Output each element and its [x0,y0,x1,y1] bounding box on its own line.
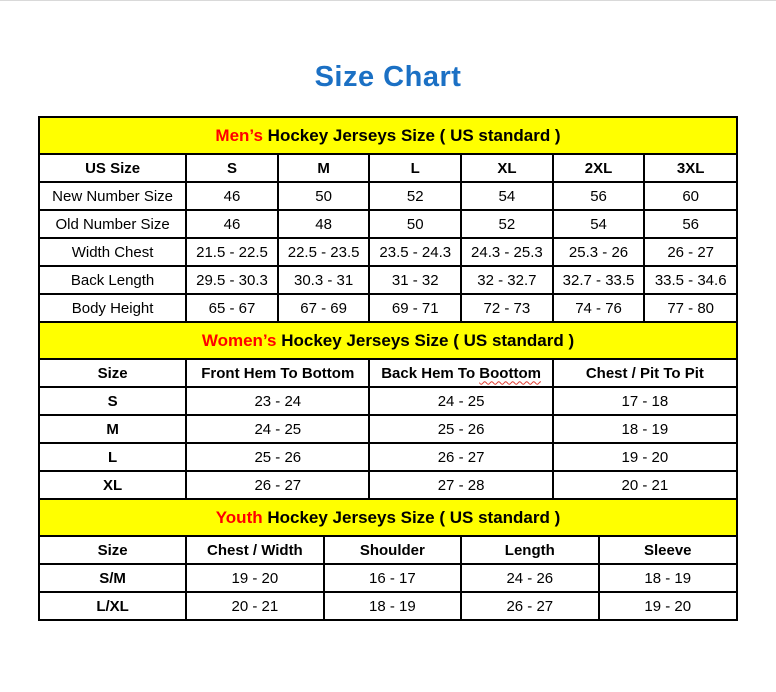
size-value-cell: 54 [461,182,553,210]
size-value-cell: 29.5 - 30.3 [186,266,278,294]
size-value-cell: 46 [186,210,278,238]
mens-size-table [40,155,736,321]
size-value-cell: 74 - 76 [553,294,645,321]
size-value-cell: 56 [553,182,645,210]
row-label: S/M [40,564,186,592]
column-header [369,360,552,387]
column-header: L [369,155,461,182]
size-value-cell: 24 - 26 [461,564,598,592]
size-value-cell: 60 [644,182,736,210]
size-value-cell: 17 - 18 [553,387,736,415]
size-value-cell: 19 - 20 [553,443,736,471]
column-header: Size [40,537,186,564]
size-value-cell: 52 [369,182,461,210]
row-label: M [40,415,186,443]
section-heading-mens [40,118,736,155]
womens-heading-text: Hockey Jerseys Size ( US standard ) [276,331,575,350]
table-row [40,415,736,443]
size-value-cell: 65 - 67 [186,294,278,321]
size-value-cell: 26 - 27 [644,238,736,266]
row-label: Back Length [40,266,186,294]
size-value-cell: 77 - 80 [644,294,736,321]
size-value-cell: 19 - 20 [186,564,323,592]
mens-highlight: Men’s [215,126,263,145]
size-value-cell: 27 - 28 [369,471,552,498]
size-value-cell: 26 - 27 [461,592,598,619]
size-value-cell: 25 - 26 [186,443,369,471]
table-row [40,387,736,415]
size-value-cell: 19 - 20 [599,592,736,619]
row-label: Old Number Size [40,210,186,238]
row-label: L/XL [40,592,186,619]
size-value-cell: 46 [186,182,278,210]
column-header: Chest / Pit To Pit [553,360,736,387]
row-label: Body Height [40,294,186,321]
size-value-cell: 50 [369,210,461,238]
size-value-cell: 18 - 19 [553,415,736,443]
column-header: Sleeve [599,537,736,564]
page-title: Size Chart [314,61,462,93]
section-heading-youth [40,498,736,537]
size-value-cell: 20 - 21 [553,471,736,498]
size-value-cell: 26 - 27 [369,443,552,471]
row-label: XL [40,471,186,498]
table-row [40,443,736,471]
row-label: New Number Size [40,182,186,210]
table-row [40,471,736,498]
table-row [40,294,736,321]
back-hem-prefix: Back Hem To [381,364,480,382]
size-value-cell: 72 - 73 [461,294,553,321]
column-header: Front Hem To Bottom [186,360,369,387]
table-row [40,238,736,266]
size-value-cell: 56 [644,210,736,238]
size-value-cell: 32.7 - 33.5 [553,266,645,294]
size-value-cell: 50 [278,182,370,210]
size-value-cell: 69 - 71 [369,294,461,321]
table-row [40,182,736,210]
table-row [40,210,736,238]
size-value-cell: 52 [461,210,553,238]
youth-highlight: Youth [215,508,263,527]
size-value-cell: 23 - 24 [186,387,369,415]
youth-heading-text: Hockey Jerseys Size ( US standard ) [262,508,561,527]
womens-highlight: Women’s [201,331,277,350]
row-label: Width Chest [40,238,186,266]
misspelled-word: Boottom [479,364,541,382]
row-label: S [40,387,186,415]
womens-size-table [40,360,736,498]
size-value-cell: 25 - 26 [369,415,552,443]
size-value-cell: 32 - 32.7 [461,266,553,294]
column-header: Length [461,537,598,564]
size-value-cell: 48 [278,210,370,238]
size-value-cell: 22.5 - 23.5 [278,238,370,266]
size-value-cell: 18 - 19 [599,564,736,592]
section-heading-womens [40,321,736,360]
column-header: Size [40,360,186,387]
column-header: Chest / Width [186,537,323,564]
size-value-cell: 21.5 - 22.5 [186,238,278,266]
size-value-cell: 33.5 - 34.6 [644,266,736,294]
size-value-cell: 31 - 32 [369,266,461,294]
column-header: 3XL [644,155,736,182]
table-row [40,266,736,294]
table-row [40,564,736,592]
size-value-cell: 30.3 - 31 [278,266,370,294]
size-value-cell: 67 - 69 [278,294,370,321]
column-header: XL [461,155,553,182]
size-value-cell: 18 - 19 [324,592,461,619]
size-value-cell: 24 - 25 [186,415,369,443]
size-value-cell: 24.3 - 25.3 [461,238,553,266]
column-header: S [186,155,278,182]
size-value-cell: 54 [553,210,645,238]
size-value-cell: 26 - 27 [186,471,369,498]
table-row [40,592,736,619]
row-label: L [40,443,186,471]
size-chart [38,116,738,621]
column-header: 2XL [553,155,645,182]
column-header: M [278,155,370,182]
size-value-cell: 16 - 17 [324,564,461,592]
size-value-cell: 23.5 - 24.3 [369,238,461,266]
size-value-cell: 24 - 25 [369,387,552,415]
column-header: Shoulder [324,537,461,564]
youth-size-table [40,537,736,619]
size-value-cell: 20 - 21 [186,592,323,619]
mens-heading-text: Hockey Jerseys Size ( US standard ) [262,126,561,145]
column-header: US Size [40,155,186,182]
size-value-cell: 25.3 - 26 [553,238,645,266]
